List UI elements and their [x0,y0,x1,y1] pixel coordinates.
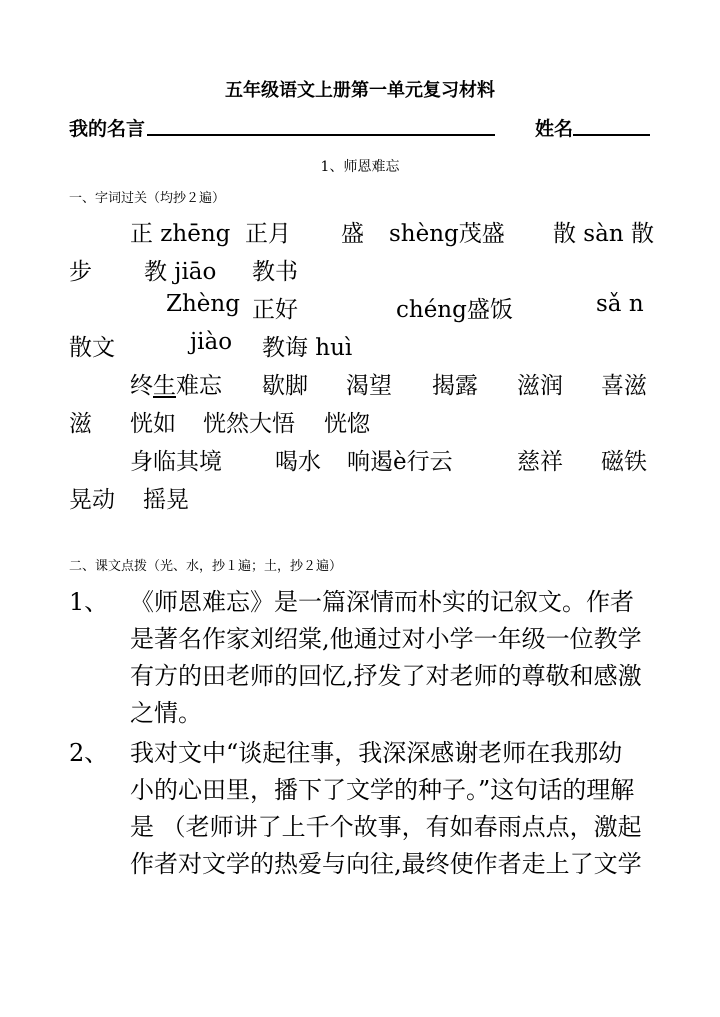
item-number: 1、 [69,588,109,616]
paragraph-line: 作者对文学的热爱与向往,最终使作者走上了文学 [130,850,642,878]
word-xizi: 喜滋 [601,373,647,399]
word-jiao-pinyin: jiào [190,329,233,355]
name-label: 姓名 [535,118,574,140]
word-heshui: 喝水 [275,449,321,475]
paragraph-line: 我对文中“谈起往事，我深深感谢老师在我那幼 [130,739,623,767]
word-maosheng: shèng茂盛 [389,221,505,247]
word-bu: 步 [69,259,92,285]
word-xiangexingyun: 响遏è行云 [347,449,453,475]
word-jiao: 教 jiāo [144,259,217,285]
word-xiejiao: 歇脚 [262,373,308,399]
word-jiaohui: 教诲 huì [262,335,353,361]
word-citie: 磁铁 [601,449,647,475]
motto-blank-line [147,134,495,136]
word-chengfan: chéng盛饭 [396,297,513,323]
paragraph-line: 有方的田老师的回忆,抒发了对老师的尊敬和感激 [130,662,642,690]
word-zhongshengnanwang: 终生难忘 [130,373,222,399]
word-huangdong: 晃动 [69,487,115,513]
word-huangrandawu: 恍然大悟 [203,411,295,437]
paragraph-line: 是 （老师讲了上千个故事，有如春雨点点，激起 [130,813,642,841]
name-blank-line [573,134,650,136]
motto-label: 我的名言 [69,118,146,140]
word-jiaoshu: 教书 [252,259,298,285]
document-title: 五年级语文上册第一单元复习材料 [225,80,495,101]
paragraph-line: 之情。 [130,699,202,727]
word-huanghu: 恍惚 [324,411,370,437]
word-zi: 滋 [69,411,92,437]
word-zheng-pinyin: Zhèng [166,291,240,317]
word-kewang: 渴望 [346,373,392,399]
paragraph-line: 《师恩难忘》是一篇深情而朴实的记叙文。作者 [130,588,634,616]
word-zirun: 滋润 [517,373,563,399]
word-sheng-char: 盛 [341,221,364,247]
lesson-title: 1、师恩难忘 [320,159,400,175]
paragraph-line: 小的心田里，播下了文学的种子。”这句话的理解 [130,776,635,804]
word-sanwen: 散文 [69,335,115,361]
word-san-pinyin: sǎ n [596,291,644,317]
paragraph-line: 是著名作家刘绍棠,他通过对小学一年级一位教学 [130,625,642,653]
word-zheng: 正 zhēng [130,221,231,247]
word-san: 散 sàn 散 [553,221,654,247]
word-zhengyue: 正月 [245,221,291,247]
word-cixiang: 慈祥 [517,449,563,475]
section2-heading: 二、课文点拨（光、水，抄１遍；土，抄２遍） [69,559,343,574]
word-shenlinqijing: 身临其境 [130,449,222,475]
word-jielu: 揭露 [432,373,478,399]
word-yaohuang: 摇晃 [143,487,189,513]
item-number: 2、 [69,739,109,767]
section1-heading: 一、字词过关（均抄２遍） [69,191,226,206]
word-huangru: 恍如 [130,411,176,437]
word-zhenghao: 正好 [252,297,298,323]
